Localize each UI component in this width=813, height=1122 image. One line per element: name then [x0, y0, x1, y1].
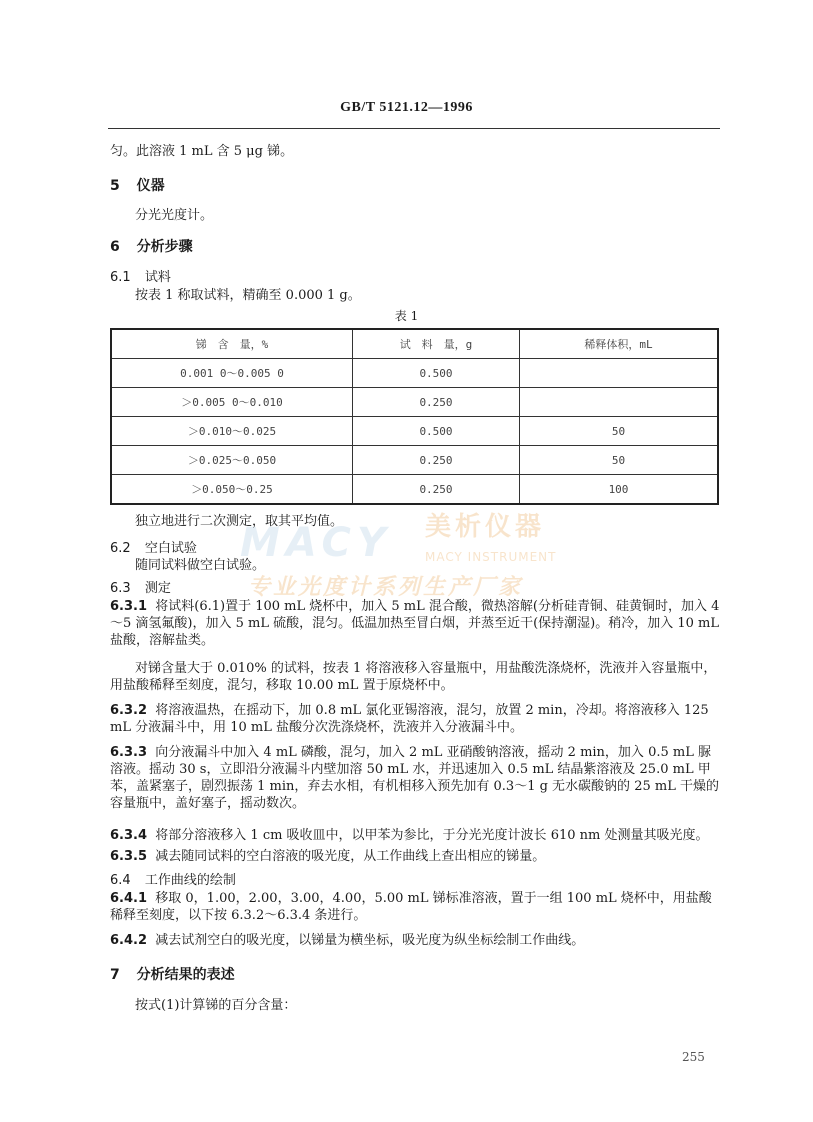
clause-number: 6.3.5 — [110, 849, 148, 864]
section-number: 5 — [110, 178, 120, 194]
clause-6-3-2 — [110, 702, 722, 736]
clause-6-3-3 — [110, 744, 722, 812]
section-title: 仪器 — [136, 178, 165, 194]
clause-text: 减去试剂空白的吸光度，以锑量为横坐标，吸光度为纵坐标绘制工作曲线。 — [155, 933, 585, 948]
table-cell: ＞0.050～0.25 — [111, 475, 353, 505]
clause-6-3-4 — [110, 827, 722, 844]
clause-text: 将溶液温热，在摇动下，加 0.8 mL 氯化亚锡溶液，混匀，放置 2 min，冷却。将溶液移入 125 mL 分液漏斗中，用 10 mL 盐酸分次洗涤烧杯，洗液并入分液漏斗中。 — [110, 703, 709, 735]
table-cell: 100 — [520, 475, 719, 505]
subsection-6-1-body: 按表 1 称取试料，精确至 0.000 1 g。 — [135, 288, 361, 303]
table-row — [111, 388, 718, 417]
section-5-body: 分光光度计。 — [135, 208, 214, 223]
table-cell: ＞0.010～0.025 — [111, 417, 353, 446]
clause-number: 6.3.3 — [110, 745, 148, 760]
clause-6-3-5 — [110, 848, 722, 865]
column-header: 试 料 量，g — [353, 329, 520, 359]
table-cell: 0.500 — [353, 417, 520, 446]
table-row — [111, 417, 718, 446]
clause-6-4-2 — [110, 932, 722, 949]
watermark-brand-en: MACY INSTRUMENT — [425, 550, 557, 564]
clause-text: 将部分溶液移入 1 cm 吸收皿中，以甲苯为参比，于分光光度计波长 610 nm 处测量其吸光度。 — [155, 828, 709, 843]
section-6-heading — [110, 236, 193, 256]
header-rule — [108, 128, 720, 129]
column-header: 锑 含 量，% — [111, 329, 353, 359]
intro-line: 匀。此溶液 1 mL 含 5 μg 锑。 — [110, 144, 294, 159]
subsection-6-2-body: 随同试料做空白试验。 — [135, 558, 266, 573]
page-number: 255 — [682, 1050, 705, 1064]
section-5-heading — [110, 175, 165, 195]
table-cell: 0.250 — [353, 446, 520, 475]
subsection-6-2-heading — [110, 537, 197, 556]
clause-text: 将试料(6.1)置于 100 mL 烧杯中，加入 5 mL 混合酸，微热溶解(分析硅青铜、硅黄铜时，加入 4～5 滴氢氟酸)，加入 5 mL 硫酸，混匀。低温加热至冒白烟，并蒸至近干(保持潮湿)。稍冷，加入 10 mL 盐酸，溶解盐类。 — [110, 599, 720, 648]
watermark-slogan: 专业光度计系列生产厂家 — [248, 575, 524, 600]
subsection-number: 6.1 — [110, 270, 131, 285]
table-cell: 0.250 — [353, 388, 520, 417]
section-7-body: 按式(1)计算锑的百分含量： — [135, 998, 297, 1013]
clause-number: 6.4.2 — [110, 933, 148, 948]
clause-text: 向分液漏斗中加入 4 mL 磷酸，混匀，加入 2 mL 亚硝酸钠溶液，摇动 2 min，加入 0.5 mL 脲溶液。摇动 30 s，立即沿分液漏斗内壁加溶 50 mL 水，并迅速加入 0.5 mL 结晶紫溶液及 25.0 mL 甲苯，盖紧塞子，剧烈振荡 1 min，弃去水相，有机相移入预先加有 0.3～1 g 无水碳酸钠的 25 mL 干燥的容量瓶中，盖好塞子，摇动数次。 — [110, 745, 719, 811]
clause-6-4-1 — [110, 890, 722, 924]
clause-number: 6.3.4 — [110, 828, 148, 843]
section-number: 6 — [110, 239, 120, 255]
section-title: 分析结果的表述 — [136, 967, 235, 983]
subsection-title: 工作曲线的绘制 — [144, 873, 236, 888]
clause-number: 6.4.1 — [110, 891, 148, 906]
table-row — [111, 475, 718, 505]
subsection-6-3-heading — [110, 577, 171, 596]
table-cell — [520, 388, 719, 417]
paragraph-high-content: 对锑含量大于 0.010% 的试料，按表 1 将溶液移入容量瓶中，用盐酸洗涤烧杯，洗液并入容量瓶中，用盐酸稀释至刻度，混匀，移取 10.00 mL 置于原烧杯中。 — [110, 661, 717, 693]
table-1-caption: 表 1 — [394, 309, 419, 323]
table-row — [111, 446, 718, 475]
clause-text: 减去随同试料的空白溶液的吸光度，从工作曲线上查出相应的锑量。 — [155, 849, 546, 864]
subsection-6-1-heading — [110, 266, 171, 285]
clause-number: 6.3.2 — [110, 703, 148, 718]
watermark-logo: MACY — [240, 520, 392, 566]
subsection-title: 测定 — [144, 581, 171, 596]
table-cell: 0.001 0～0.005 0 — [111, 359, 353, 388]
subsection-6-4-heading — [110, 869, 236, 888]
subsection-number: 6.2 — [110, 541, 131, 556]
watermark-brand-cn: 美析仪器 — [425, 512, 546, 542]
independent-note: 独立地进行二次测定，取其平均值。 — [135, 514, 344, 529]
table-cell: 0.250 — [353, 475, 520, 505]
table-cell: ＞0.025～0.050 — [111, 446, 353, 475]
table-cell: 0.500 — [353, 359, 520, 388]
column-header: 稀释体积，mL — [520, 329, 719, 359]
section-number: 7 — [110, 967, 120, 983]
table-header-row — [111, 329, 718, 359]
subsection-number: 6.4 — [110, 873, 131, 888]
subsection-title: 空白试验 — [144, 541, 197, 556]
section-7-heading — [110, 964, 235, 984]
table-cell: ＞0.005 0～0.010 — [111, 388, 353, 417]
table-1 — [110, 328, 719, 505]
clause-6-3-1 — [110, 598, 722, 649]
clause-number: 6.3.1 — [110, 599, 148, 614]
subsection-number: 6.3 — [110, 581, 131, 596]
table-cell — [520, 359, 719, 388]
table-cell: 50 — [520, 446, 719, 475]
subsection-title: 试料 — [144, 270, 171, 285]
table-cell: 50 — [520, 417, 719, 446]
table-row — [111, 359, 718, 388]
standard-code-header: GB/T 5121.12—1996 — [340, 100, 473, 115]
clause-text: 移取 0，1.00，2.00，3.00，4.00，5.00 mL 锑标准溶液，置于一组 100 mL 烧杯中，用盐酸稀释至刻度，以下按 6.3.2～6.3.4 条进行。 — [110, 891, 712, 923]
section-title: 分析步骤 — [136, 239, 193, 255]
